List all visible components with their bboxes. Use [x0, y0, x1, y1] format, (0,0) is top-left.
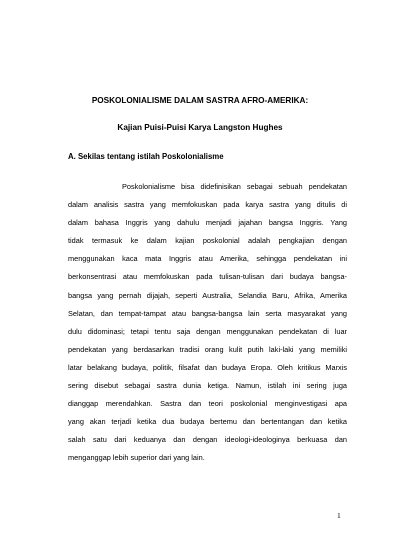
- document-subtitle: Kajian Puisi-Puisi Karya Langston Hughes: [117, 123, 283, 132]
- paragraph-line: Poskolonialisme bisa didefinisikan sebagai sebuah pendekatan: [122, 182, 347, 191]
- paragraph-line: bangsa yang pernah dijajah, seperti Australia, Selandia Baru, Afrika, Amerika: [68, 290, 347, 300]
- paragraph-line: latar belakang budaya, politik, filsafat dan budaya Eropa. Oleh kritikus Marxis: [68, 362, 347, 372]
- paragraph-line: pendekatan yang berdasarkan tradisi orang kulit putih laki-laki yang memiliki: [68, 344, 347, 354]
- section-heading: A. Sekilas tentang istilah Poskolonialisme: [68, 152, 224, 161]
- paragraph-line: dulu didominasi; tetapi tentu saja dengan menggunakan pendekatan di luar: [68, 326, 347, 336]
- body-paragraph: [68, 178, 347, 468]
- paragraph-line: sering disebut sebagai sastra dunia ketiga. Namun, istilah ini sering juga: [68, 381, 347, 391]
- paragraph-line: dalam bahasa Inggris yang dahulu menjadi jajahan bangsa Inggris. Yang: [68, 218, 347, 228]
- page-number: 1: [337, 511, 341, 520]
- paragraph-line: tidak termasuk ke dalam kajian poskolonial adalah pengkajian dengan: [68, 236, 347, 246]
- paragraph-line: Selatan, dan tempat-tampat atau bangsa-bangsa lain serta masyarakat yang: [68, 308, 347, 318]
- paragraph-line: dianggap merendahkan. Sastra dan teori poskolonial menginvestigasi apa: [68, 399, 347, 409]
- paragraph-line: menggunakan kaca mata Inggris atau Amerika, sehingga pendekatan ini: [68, 254, 347, 264]
- paragraph-line: dalam analisis sastra yang memfokuskan pada karya sastra yang ditulis di: [68, 200, 347, 210]
- paragraph-line: menganggap lebih superior dari yang lain.: [68, 453, 205, 463]
- paragraph-line: yang akan terjadi ketika dua budaya bertemu dan bertentangan dan ketika: [68, 417, 347, 427]
- paragraph-line: salah satu dari keduanya dan dengan ideologi-ideologinya berkuasa dan: [68, 435, 347, 445]
- paragraph-line: berkonsentrasi atau memfokuskan pada tulisan-tulisan dari budaya bangsa-: [68, 272, 347, 282]
- document-title: POSKOLONIALISME DALAM SASTRA AFRO-AMERIKA:: [91, 96, 309, 105]
